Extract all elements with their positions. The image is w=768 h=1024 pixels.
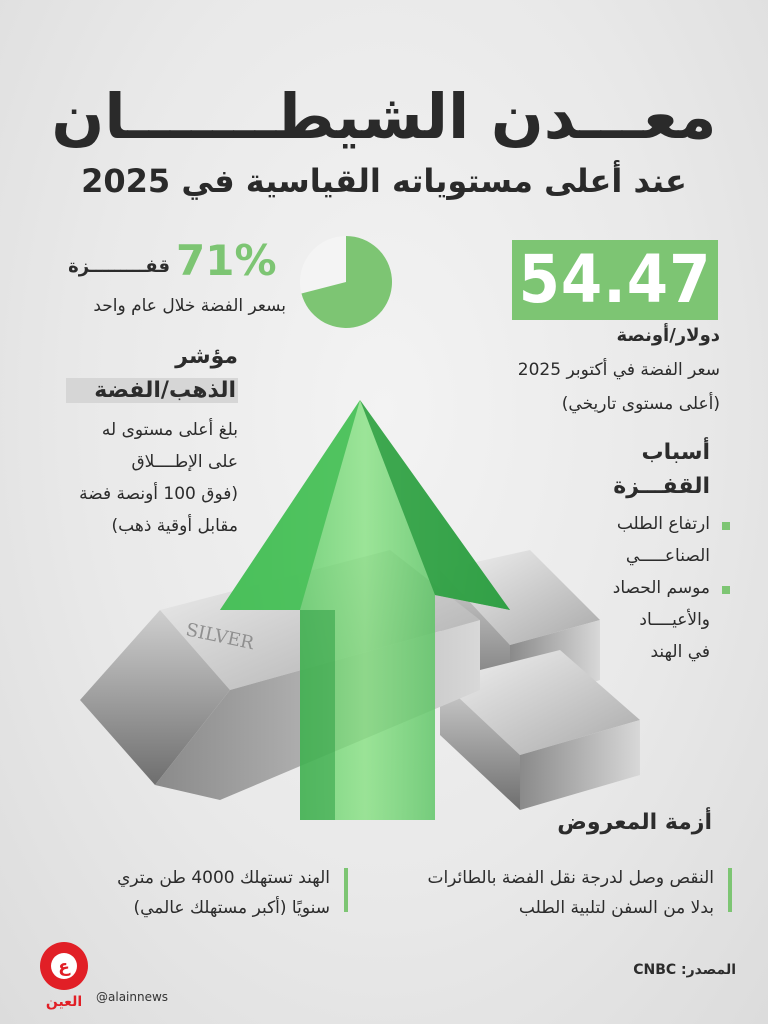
jump-description: بسعر الفضة خلال عام واحد [93,296,286,316]
reason-bullet-icon [722,522,730,530]
page-subtitle: عند أعلى مستوياته القياسية في 2025 [81,162,687,200]
crisis-title: أزمة المعروض [557,810,712,835]
svg-text:ع: ع [58,957,70,977]
page-title: معـــدن الشيطـــــــان [51,80,717,153]
reason-item-1-line: ارتفاع الطلب [616,514,710,534]
silver-price-unit: دولار/أونصة [616,325,720,346]
jump-label: قفـــــــــزة [68,256,170,277]
index-line: على الإطــــلاق [131,452,238,472]
crisis-left-line: الهند تستهلك 4000 طن متري [117,868,330,888]
crisis-right-line: النقص وصل لدرجة نقل الفضة بالطائرات [427,868,714,888]
silver-price-value: 54.47 [512,240,718,320]
jump-percent: 71% [176,236,277,285]
reasons-title-line2: القفـــزة [613,474,710,499]
reasons-title-line1: أسباب [641,440,710,465]
source-credit: المصدر: CNBC [633,962,736,978]
crisis-left-line: سنويًا (أكبر مستهلك عالمي) [133,898,330,918]
reason-item-2-line: والأعيــــاد [639,610,710,630]
svg-text:العين: العين [45,994,83,1010]
index-line: (فوق 100 أونصة فضة [79,484,238,504]
index-line: مقابل أوقية ذهب) [111,516,238,536]
crisis-right-bar [728,868,732,912]
alain-logo-icon [32,940,96,1012]
reason-bullet-icon [722,586,730,594]
silver-price-description: سعر الفضة في أكتوبر 2025 [517,360,720,380]
social-handle: @alainnews [96,990,169,1004]
index-title-line1: مؤشر [175,344,238,369]
silver-bar-engraving: SILVER [183,619,256,655]
crisis-right-line: بدلا من السفن لتلبية الطلب [518,898,714,918]
crisis-left-bar [344,868,348,912]
reason-item-2-line: في الهند [650,642,710,662]
jump-pie-chart [298,234,394,330]
silver-price-note: (أعلى مستوى تاريخي) [561,394,720,414]
reason-item-1-line: الصناعـــــي [625,546,710,566]
index-line: بلغ أعلى مستوى له [101,420,238,440]
index-title-line2: الذهب/الفضة [66,378,238,403]
reason-item-2-line: موسم الحصاد [612,578,710,598]
